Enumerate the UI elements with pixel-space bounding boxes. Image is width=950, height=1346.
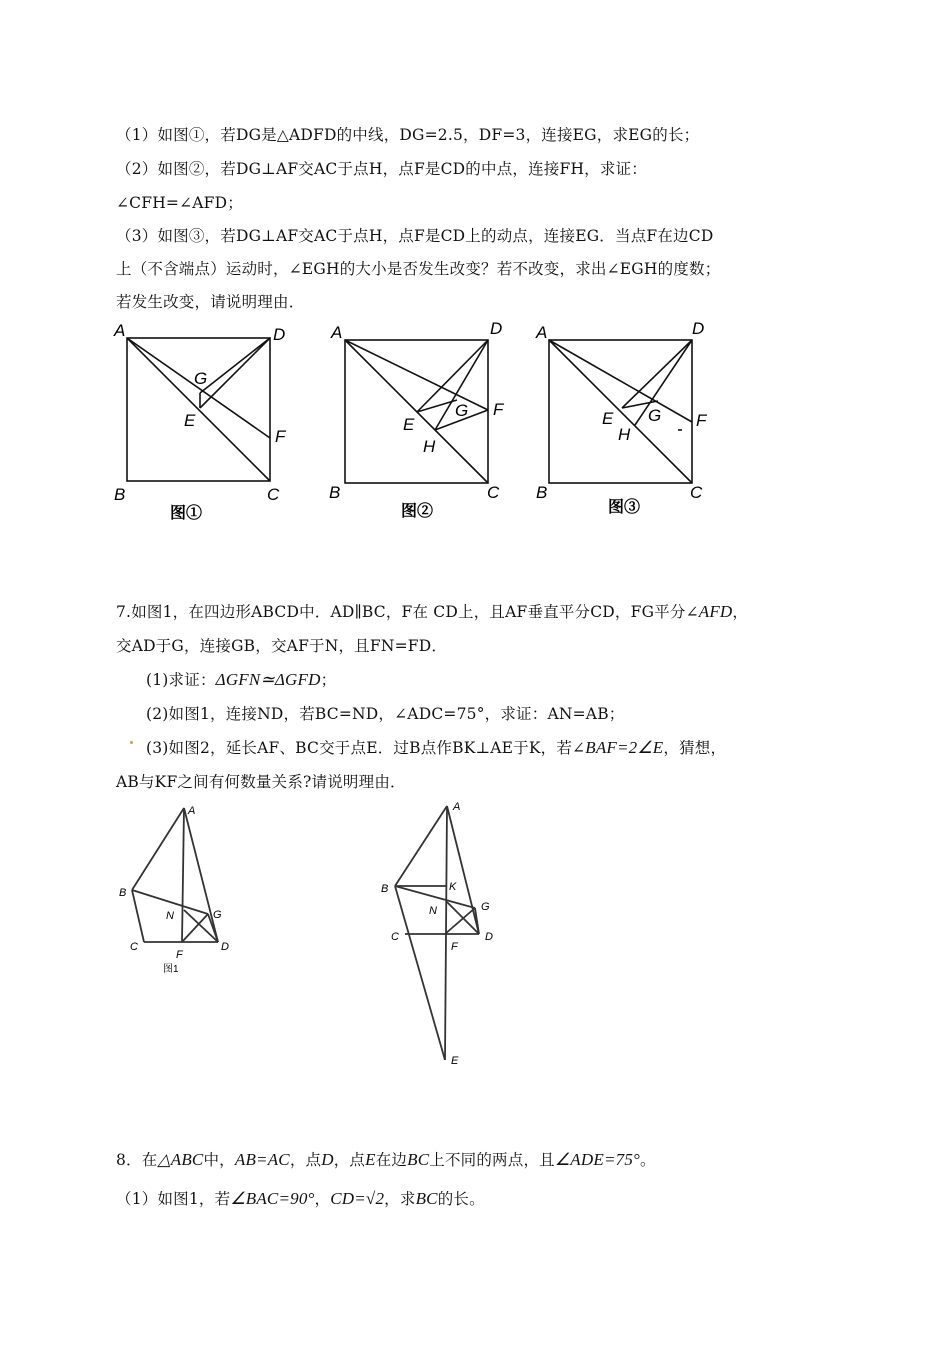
caption-fig-2: 图②: [401, 503, 434, 520]
label-a: A: [331, 323, 343, 342]
q7-line1: 7.如图1，在四边形ABCD中．AD∥BC，F在 CD上，且AF垂直平分CD，FG平分∠AFD，: [116, 602, 749, 621]
label-e: E: [451, 1055, 459, 1067]
label-c: C: [267, 485, 280, 504]
q7-part1: (1)求证：ΔGFN≃ΔGFD；: [146, 670, 337, 689]
label-f: F: [275, 427, 286, 446]
label-g: G: [481, 901, 490, 913]
label-e: E: [184, 411, 196, 430]
label-g: G: [455, 401, 469, 420]
label-d: D: [273, 325, 286, 344]
q7-part3: (3)如图2，延长AF、BC交于点E．过B点作BK⊥AE于K，若∠BAF=2∠E，猜想，: [146, 738, 727, 757]
label-n: N: [429, 905, 437, 917]
figure-square-3: [532, 318, 732, 528]
label-b: B: [114, 485, 126, 504]
label-h: H: [618, 425, 631, 444]
label-b: B: [329, 483, 341, 502]
label-d: D: [221, 941, 229, 953]
caption-fig-3: 图③: [608, 499, 641, 516]
label-h: H: [423, 437, 436, 456]
label-b: B: [381, 883, 389, 895]
label-c: C: [690, 483, 703, 502]
label-f: F: [176, 949, 183, 961]
q8-part1: （1）如图1，若∠BAC=90°，CD=√2，求BC的长。: [116, 1189, 485, 1208]
label-f: F: [451, 941, 458, 953]
stray-dot: [130, 741, 133, 744]
q7-part2: (2)如图1，连接ND，若BC=ND，∠ADC=75°，求证：AN=AB；: [146, 705, 625, 723]
label-c: C: [391, 931, 399, 943]
label-b: B: [536, 483, 548, 502]
label-a: A: [453, 801, 461, 813]
q6-part3-a: （3）如图③，若DG⊥AF交AC于点H，点F是CD上的动点，连接EG．当点F在边CD: [116, 227, 714, 245]
figure-square-1: [110, 318, 300, 528]
label-e: E: [403, 415, 415, 434]
label-d: D: [692, 319, 705, 338]
q8-line1: 8．在△ABC中，AB=AC，点D，点E在边BC上不同的两点，且∠ADE=75°。: [116, 1150, 656, 1169]
q6-part3-b: 上（不含端点）运动时，∠EGH的大小是否发生改变？若不改变，求出∠EGH的度数；: [116, 260, 721, 278]
label-f: F: [696, 411, 707, 430]
label-g: G: [648, 406, 662, 425]
label-d: D: [490, 319, 503, 338]
caption-fig7-1: 图1: [163, 964, 179, 975]
q6-part3-c: 若发生改变，请说明理由．: [116, 293, 305, 311]
q6-part2-b: ∠CFH=∠AFD；: [116, 194, 243, 212]
q7-line6: AB与KF之间有何数量关系?请说明理由．: [116, 773, 406, 791]
label-k: K: [449, 881, 457, 893]
label-a: A: [188, 805, 196, 817]
q7-line2: 交AD于G，连接GB，交AF于N，且FN=FD．: [116, 637, 448, 655]
label-f: F: [493, 400, 504, 419]
label-c: C: [487, 483, 500, 502]
figure-square-2: [325, 318, 520, 528]
label-b: B: [119, 887, 127, 899]
label-a: A: [536, 323, 548, 342]
figure-7-2: [375, 798, 515, 1073]
q6-part1: （1）如图①，若DG是△ADFD的中线，DG=2.5，DF=3，连接EG，求EG的长；: [116, 126, 700, 144]
label-c: C: [130, 941, 138, 953]
label-a: A: [114, 321, 126, 340]
label-g: G: [213, 909, 222, 921]
label-g: G: [194, 369, 208, 388]
label-e: E: [602, 409, 614, 428]
figure-7-1: [110, 800, 250, 980]
label-n: N: [166, 910, 174, 922]
label-d: D: [485, 931, 493, 943]
caption-fig-1: 图①: [170, 505, 203, 522]
q6-part2-a: （2）如图②，若DG⊥AF交AC于点H，点F是CD的中点，连接FH，求证：: [116, 160, 647, 178]
